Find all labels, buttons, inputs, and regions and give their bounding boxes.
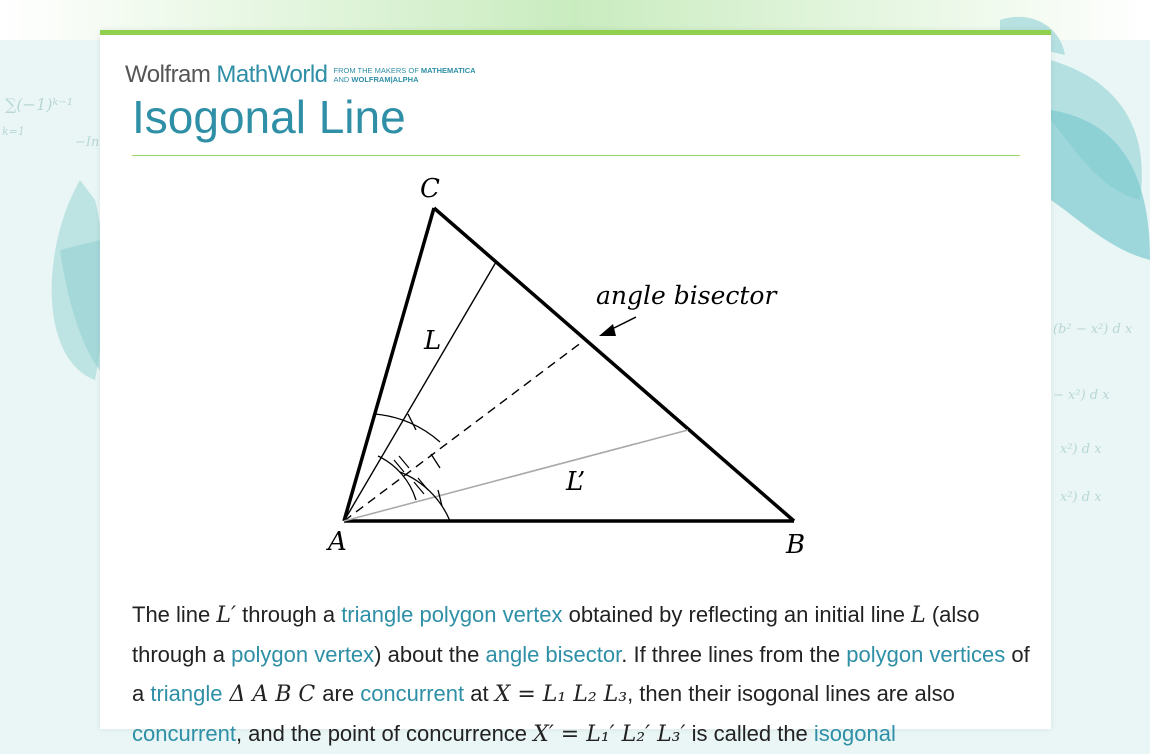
link-triangle[interactable]: triangle xyxy=(150,681,223,706)
logo-tagline: FROM THE MAKERS OF MATHEMATICA AND WOLFRAM|ALPHA xyxy=(333,66,476,84)
vertex-label-c: C xyxy=(420,174,440,204)
background-formula: −In xyxy=(75,135,100,150)
background-formula: x²) d x xyxy=(1060,490,1102,505)
link-concurrent[interactable]: concurrent xyxy=(360,681,465,706)
link-triangle-polygon-vertex[interactable]: triangle polygon vertex xyxy=(341,602,563,627)
bisector-arrow-head xyxy=(599,324,616,336)
math-l: L xyxy=(911,603,926,628)
link-angle-bisector[interactable]: angle bisector xyxy=(485,642,622,667)
logo-mathworld-text: MathWorld xyxy=(216,61,328,88)
link-isogonal[interactable]: isogonal xyxy=(813,721,896,746)
background-formula: − x²) d x xyxy=(1053,388,1110,403)
link-polygon-vertices[interactable]: polygon vertices xyxy=(846,642,1006,667)
article-paragraph: The line L′ through a triangle polygon vertex obtained by reflecting an initial line L (also through a polygon vertex) about the angle bisector. If three lines from the polygon vertices of a triangle Δ A B C are concurrent at X = L₁ L₂ L₃, then their isogonal lines are also concurrent, and the point of concurrence X′ = L₁′ L₂′ L₃′ is called the isogonal xyxy=(132,602,1030,747)
logo-wolfram-text: Wolfram xyxy=(125,61,211,88)
background-formula: k=1 xyxy=(2,125,25,138)
angle-arc-inner xyxy=(378,456,416,500)
side-ac xyxy=(344,208,434,521)
line-l xyxy=(344,262,496,521)
page-title: Isogonal Line xyxy=(132,91,406,143)
background-formula: x²) d x xyxy=(1060,442,1102,457)
title-divider xyxy=(132,155,1020,156)
link-polygon-vertex[interactable]: polygon vertex xyxy=(231,642,375,667)
background-formula: ∑(−1)ᵏ⁻¹ xyxy=(5,95,74,114)
math-x-equals: X = L₁ L₂ L₃ xyxy=(494,682,628,707)
line-label-l: L xyxy=(424,326,442,356)
math-x-prime-equals: X′ = L₁′ L₂′ L₃′ xyxy=(533,722,686,747)
angle-bisector-line xyxy=(344,342,582,521)
vertex-label-b: B xyxy=(786,530,806,560)
content-card xyxy=(100,30,1051,747)
angle-arc-outer xyxy=(374,414,440,442)
background-formula: (b² − x²) d x xyxy=(1053,322,1133,337)
tick-mark xyxy=(399,456,409,468)
angle-bisector-label: angle bisector xyxy=(596,281,777,310)
wolfram-mathworld-logo[interactable] xyxy=(125,60,476,90)
math-triangle-abc: Δ A B C xyxy=(222,682,323,707)
isogonal-line-figure xyxy=(310,172,910,572)
tick-mark xyxy=(431,454,440,468)
angle-arc-middle xyxy=(400,472,450,521)
line-label-l-prime: L’ xyxy=(566,467,586,497)
line-l-prime xyxy=(344,430,688,521)
side-bc xyxy=(434,208,794,521)
link-concurrent-2[interactable]: concurrent xyxy=(132,721,236,746)
math-l-prime: L′ xyxy=(216,603,236,628)
vertex-label-a: A xyxy=(328,527,347,557)
